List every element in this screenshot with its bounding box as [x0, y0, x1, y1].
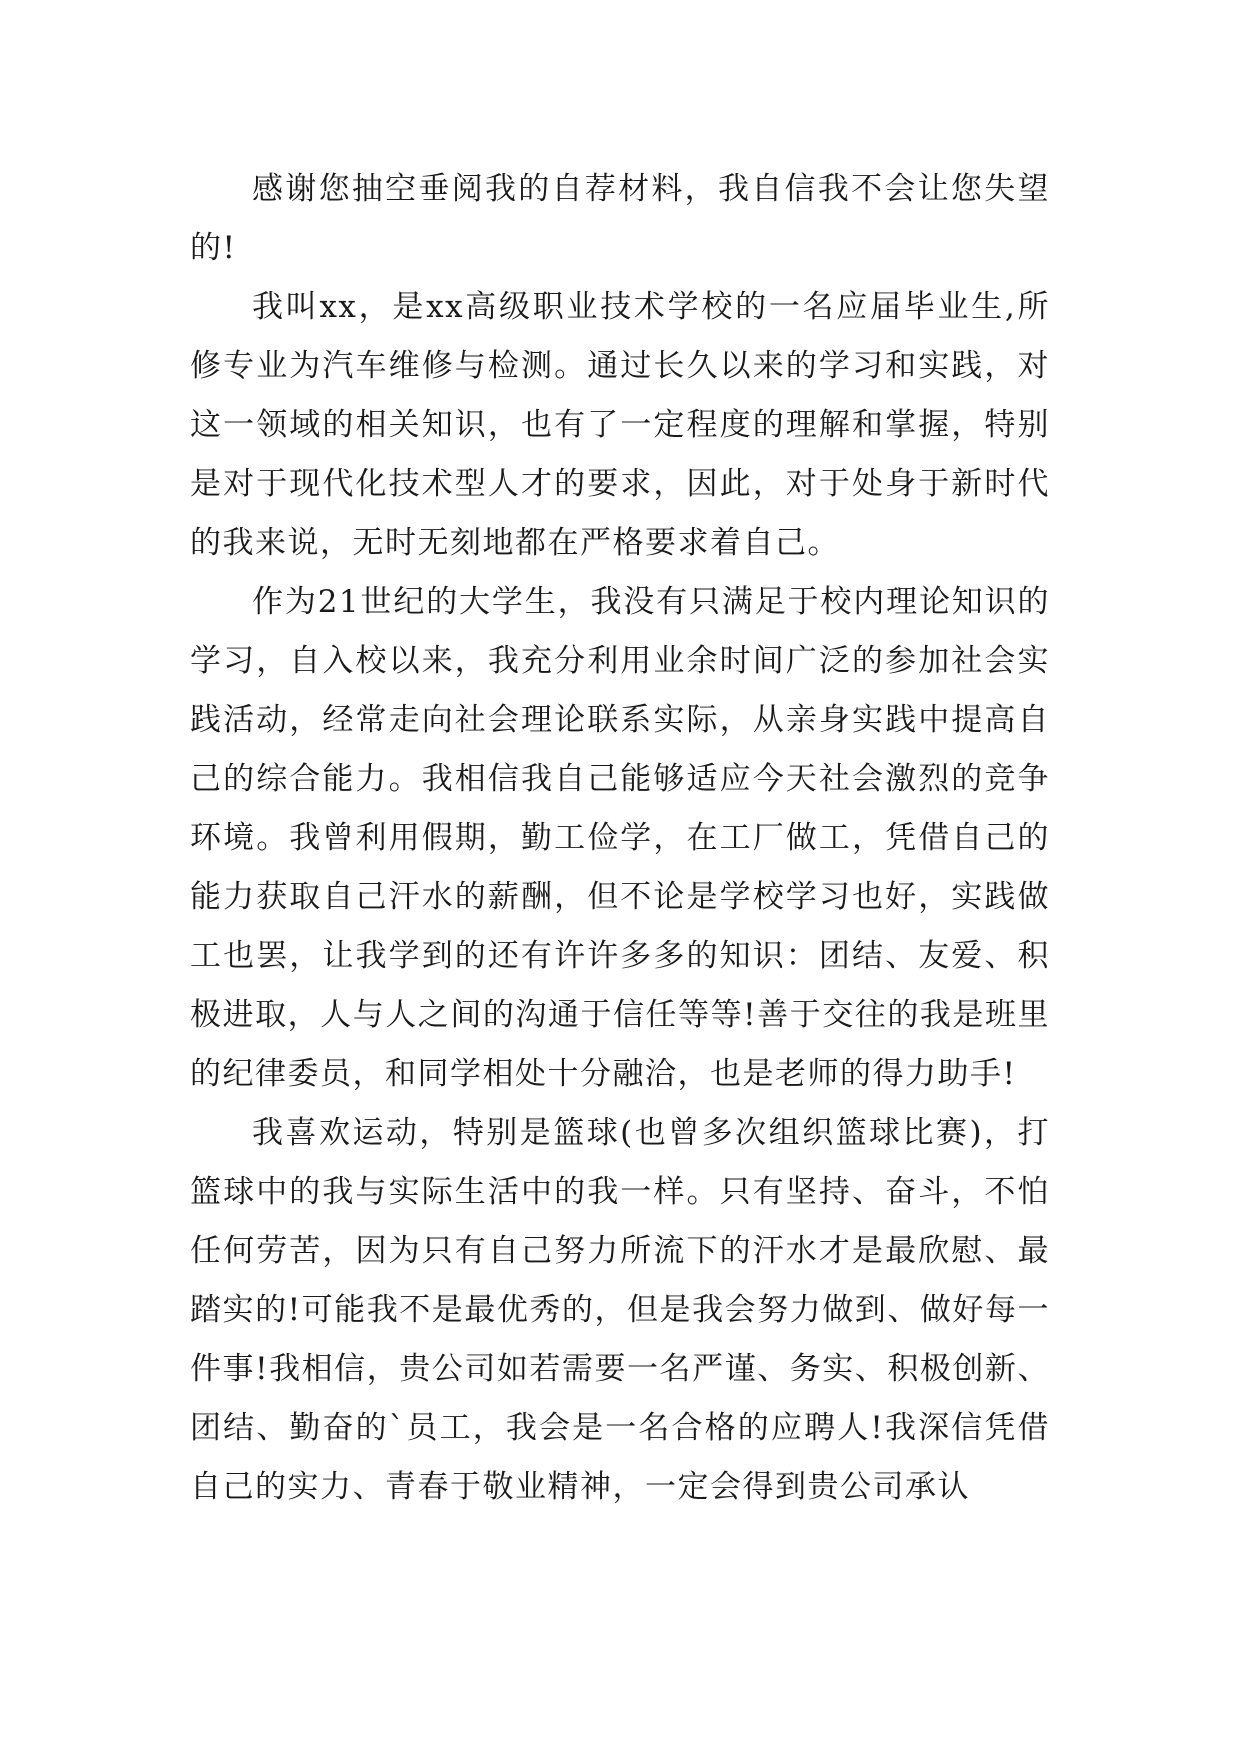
- paragraph-practice: 作为21世纪的大学生，我没有只满足于校内理论知识的学习，自入校以来，我充分利用业余时间广泛的参加社会实践活动，经常走向社会理论联系实际，从亲身实践中提高自己的综合能力。我相信我自己能够适应今天社会激烈的竞争环境。我曾利用假期，勤工俭学，在工厂做工，凭借自己的能力获取自己汗水的薪酬，但不论是学校学习也好，实践做工也罢，让我学到的还有许许多多的知识：团结、友爱、积极进取，人与人之间的沟通于信任等等!善于交往的我是班里的纪律委员，和同学相处十分融洽，也是老师的得力助手!: [190, 584, 1050, 1092]
- paragraph-hobbies: 我喜欢运动，特别是篮球(也曾多次组织篮球比赛)，打篮球中的我与实际生活中的我一样。只有坚持、奋斗，不怕任何劳苦，因为只有自己努力所流下的汗水才是最欣慰、最踏实的!可能我不是最优秀的，但是我会努力做到、做好每一件事!我相信，贵公司如若需要一名严谨、务实、积极创新、团结、勤奋的`员工，我会是一名合格的应聘人!我深信凭借自己的实力、青春于敬业精神，一定会得到贵公司承认: [190, 1115, 1050, 1505]
- paragraph-introduction: 我叫xx，是xx高级职业技术学校的一名应届毕业生,所修专业为汽车维修与检测。通过长久以来的学习和实践，对这一领域的相关知识，也有了一定程度的理解和掌握，特别是对于现代化技术型人才的要求，因此，对于处身于新时代的我来说，无时无刻地都在严格要求着自己。: [190, 289, 1050, 561]
- cover-letter-body: [190, 160, 1050, 1517]
- paragraph-thanks: 感谢您抽空垂阅我的自荐材料，我自信我不会让您失望的!: [190, 171, 1050, 266]
